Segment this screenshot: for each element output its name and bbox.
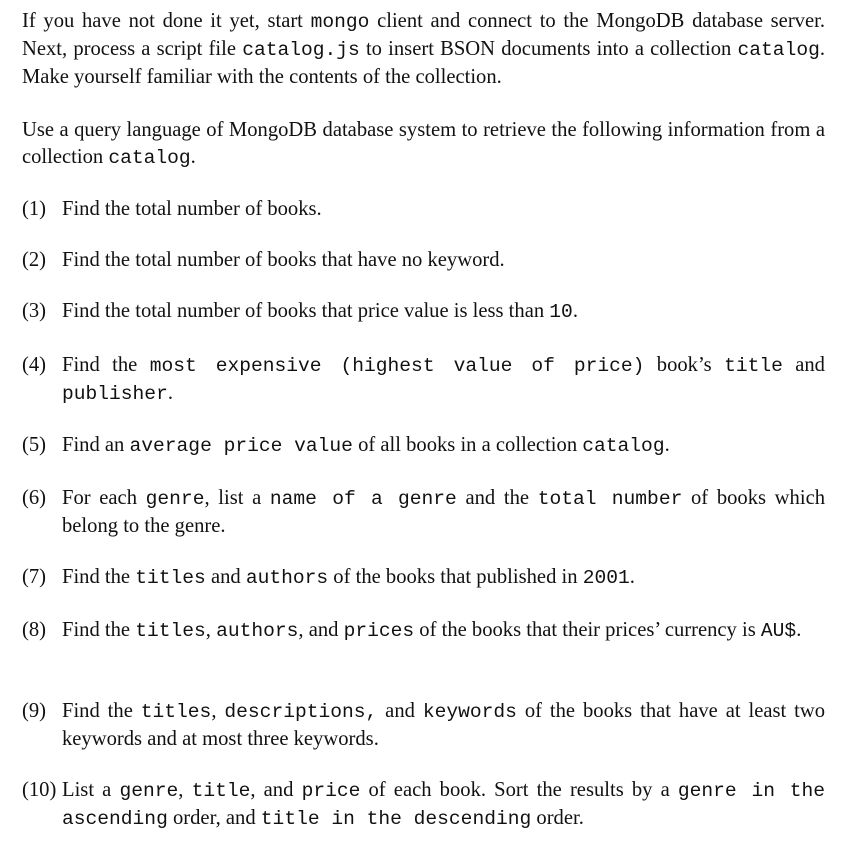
code-text: titles [135, 567, 206, 589]
code-text: titles [135, 620, 206, 642]
code-text: title [191, 780, 251, 802]
code-text: price [301, 780, 361, 802]
prose-text: . [190, 146, 196, 168]
code-text: average price value [129, 435, 353, 457]
prose-text: Find the total number of books. [62, 198, 322, 220]
code-text: most expensive (highest value of price) [149, 355, 645, 377]
prose-text: Find the [62, 619, 136, 641]
prose-text: of all books in a collection [352, 434, 583, 456]
prose-text: Find an [62, 434, 130, 456]
prose-text: order, and [167, 807, 261, 829]
code-text: 10 [549, 301, 573, 323]
prose-text: . [796, 619, 802, 641]
code-text: title in the descending [260, 808, 532, 830]
prose-text: Find the [62, 700, 141, 722]
code-text: genre [119, 780, 179, 802]
code-text: name of a genre [269, 488, 457, 510]
code-text: authors [245, 567, 329, 589]
task-text [62, 352, 825, 408]
code-text: 2001 [582, 567, 630, 589]
prose-text: List a [62, 779, 120, 801]
code-text: total number [537, 488, 683, 510]
task-number: (6) [22, 487, 47, 509]
task-item [22, 777, 825, 833]
task-item [22, 352, 825, 408]
prose-text: to insert BSON documents into a collection [359, 38, 738, 60]
intro-paragraph-setup [22, 8, 825, 91]
code-text: genre [145, 488, 205, 510]
code-text: publisher [62, 383, 168, 405]
task-text [62, 196, 825, 223]
code-text: catalog.js [242, 39, 360, 61]
task-text [62, 485, 825, 540]
task-item [22, 196, 825, 223]
prose-text: For each [62, 487, 146, 509]
prose-text: , [205, 619, 217, 641]
document-body [22, 8, 825, 172]
prose-text: , [211, 700, 225, 722]
task-text [62, 777, 825, 833]
code-text: catalog [582, 435, 665, 457]
prose-text: Find the [62, 354, 150, 376]
prose-text: Find the [62, 566, 136, 588]
task-number: (2) [22, 249, 47, 271]
prose-text: . [572, 300, 578, 322]
task-number: (3) [22, 300, 47, 322]
task-number: (4) [22, 354, 47, 376]
prose-text: of the books that their prices’ currency is [414, 619, 761, 641]
prose-text: . [664, 434, 670, 456]
prose-text: of books which belong to the genre. [62, 487, 826, 537]
prose-text: . [629, 566, 635, 588]
task-number: (9) [22, 700, 47, 722]
task-number: (7) [22, 566, 47, 588]
task-text [62, 432, 825, 460]
code-text: catalog [108, 147, 191, 169]
code-text: genre in the ascending [62, 780, 825, 830]
task-text [62, 617, 825, 645]
code-text: title [724, 355, 783, 377]
prose-text: and [377, 700, 423, 722]
prose-text: If you have not done it yet, start [22, 10, 311, 32]
task-text [62, 298, 825, 326]
code-text: authors [216, 620, 299, 642]
task-text [62, 564, 825, 592]
task-number: (5) [22, 434, 47, 456]
prose-text: of the books that have at least two keywords and at most three keywords. [62, 700, 826, 750]
task-item [22, 617, 825, 645]
code-text: mongo [310, 11, 370, 33]
prose-text: , and [250, 779, 302, 801]
prose-text: Use a query language of MongoDB database system to retrieve the following information from a collection [22, 119, 825, 168]
task-item [22, 698, 825, 753]
code-text: catalog [737, 39, 820, 61]
prose-text: , and [298, 619, 344, 641]
task-number: (8) [22, 619, 47, 641]
code-text: keywords [422, 701, 517, 723]
prose-text: Find the total number of books that have no keyword. [62, 249, 505, 271]
task-item [22, 432, 825, 460]
task-number: (10) [22, 779, 57, 801]
prose-text: client and connect to the MongoDB database server. Next, process a script file [22, 10, 825, 60]
task-item [22, 247, 825, 274]
prose-text: book’s [644, 354, 725, 376]
code-text: descriptions, [224, 701, 378, 723]
code-text: prices [343, 620, 415, 642]
prose-text: of each book. Sort the results by a [360, 779, 678, 801]
task-number: (1) [22, 198, 47, 220]
task-item [22, 485, 825, 540]
task-item [22, 298, 825, 326]
prose-text: order. [531, 807, 584, 829]
task-item [22, 564, 825, 592]
prose-text: Find the total number of books that price value is less than [62, 300, 550, 322]
prose-text: . Make yourself familiar with the contents of the collection. [22, 38, 825, 88]
code-text: AU$ [760, 620, 797, 642]
task-text [62, 247, 825, 274]
code-text: titles [140, 701, 212, 723]
prose-text: and the [456, 487, 538, 509]
prose-text: and [205, 566, 246, 588]
prose-text: and [782, 354, 825, 376]
prose-text: . [167, 382, 173, 404]
prose-text: , [178, 779, 192, 801]
intro-paragraph-instructions [22, 117, 825, 172]
prose-text: , list a [204, 487, 270, 509]
task-text [62, 698, 825, 753]
prose-text: of the books that published in [328, 566, 583, 588]
